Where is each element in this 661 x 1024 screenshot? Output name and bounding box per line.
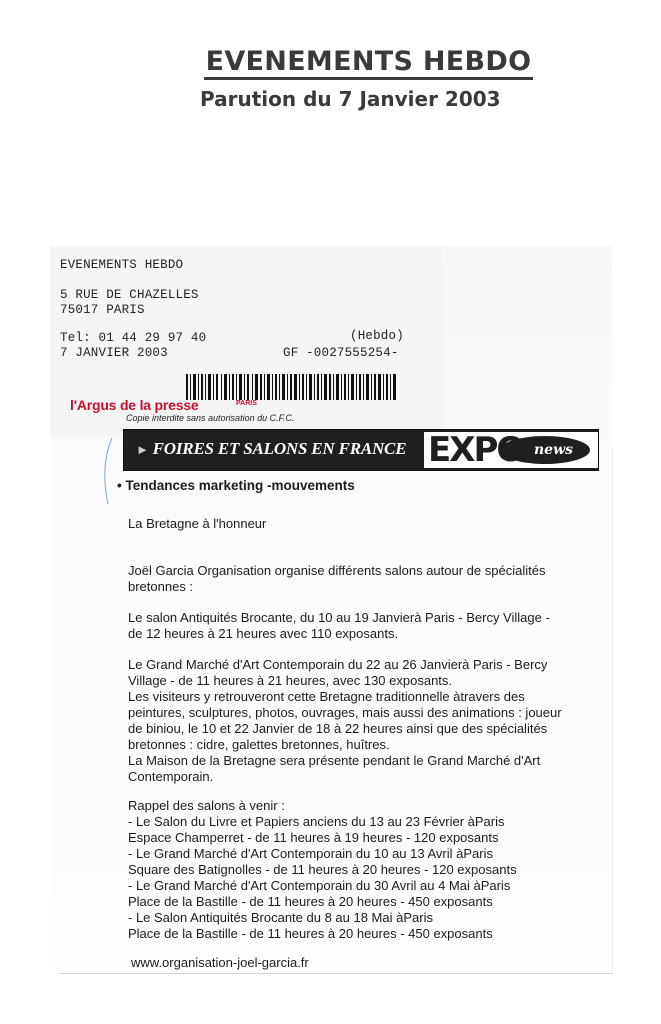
text-line: Square des Batignolles - de 11 heures à 20 heures - 120 exposants: [128, 862, 517, 877]
telephone: Tel: 01 44 29 97 40: [60, 331, 207, 345]
text-line: Village - de 11 heures à 21 heures, avec 130 exposants.: [128, 673, 453, 688]
document-title: EVENEMENTS HEBDO: [0, 46, 661, 77]
text-line: - Le Grand Marché d'Art Contemporain du 10 au 13 Avril àParis: [128, 846, 493, 861]
reference-number: GF -0027555254-: [283, 346, 399, 360]
barcode-icon: [186, 374, 398, 400]
clipping-bottom-edge: [60, 973, 612, 974]
text-line: Les visiteurs y retrouveront cette Bretagne traditionnelle àtravers des: [128, 689, 525, 704]
text-line: de 12 heures à 21 heures avec 110 exposants.: [128, 626, 399, 641]
text-line: bretonnes : cidre, galettes bretonnes, huîtres.: [128, 737, 390, 752]
document-subtitle: Parution du 7 Janvier 2003: [200, 87, 501, 111]
text-line: - Le Grand Marché d'Art Contemporain du 30 Avril au 4 Mai àParis: [128, 878, 511, 893]
article-rubric: • Tendances marketing -mouvements: [117, 478, 355, 493]
text-line: Contemporain.: [128, 769, 214, 784]
text-line: Le salon Antiquités Brocante, du 10 au 19 Janvierà Paris - Bercy Village -: [128, 610, 550, 625]
article-reminders: [128, 798, 608, 942]
clipping-right-edge: [612, 448, 613, 974]
article-headline: La Bretagne à l'honneur: [128, 516, 267, 531]
expo-logo-text: EXPO: [428, 430, 524, 470]
text-line: de biniou, le 10 et 22 Janvier de 18 à 22 heures ainsi que des spécialités: [128, 721, 548, 736]
text-line: Espace Champerret - de 11 heures à 19 heures - 120 exposants: [128, 830, 499, 845]
article-paragraph-1: [128, 610, 608, 642]
text-line: bretonnes :: [128, 579, 194, 594]
text-line: Place de la Bastille - de 11 heures à 20 heures - 450 exposants: [128, 926, 493, 941]
copyright-notice: Copie interdite sans autorisation du C.F.C.: [126, 413, 295, 423]
text-line: La Maison de la Bretagne sera présente pendant le Grand Marché d'Art: [128, 753, 541, 768]
periodicity: (Hebdo): [350, 329, 404, 343]
arrow-right-icon: ►: [136, 442, 149, 457]
text-line: Le Grand Marché d'Art Contemporain du 22 au 26 Janvierà Paris - Bercy: [128, 657, 548, 672]
text-line: - Le Salon Antiquités Brocante du 8 au 18 Mai àParis: [128, 910, 433, 925]
argus-logo: l'Argus de la presse: [70, 397, 199, 413]
address-line1: 5 RUE DE CHAZELLES: [60, 288, 199, 302]
section-banner: [123, 429, 599, 471]
expo-news-logo: [424, 432, 598, 468]
article-paragraph-2: [128, 657, 608, 785]
article-intro: [128, 563, 608, 595]
text-line: Place de la Bastille - de 11 heures à 20 heures - 450 exposants: [128, 894, 493, 909]
address-line2: 75017 PARIS: [60, 303, 145, 317]
scan-mark: [96, 436, 116, 506]
text-line: peintures, sculptures, photos, ouvrages, mais aussi des animations : joueur: [128, 705, 562, 720]
expo-logo-news: news: [534, 442, 574, 458]
argus-logo-city: PARIS: [236, 400, 257, 407]
text-line: Joël Garcia Organisation organise différents salons autour de spécialités: [128, 563, 546, 578]
banner-section-title: ► FOIRES ET SALONS EN FRANCE: [136, 439, 407, 458]
publication-date: 7 JANVIER 2003: [60, 346, 168, 360]
website-link[interactable]: www.organisation-joel-garcia.fr: [131, 955, 309, 970]
publication-name: EVENEMENTS HEBDO: [60, 258, 184, 272]
text-line: - Le Salon du Livre et Papiers anciens du 13 au 23 Février àParis: [128, 814, 505, 829]
text-line: Rappel des salons à venir :: [128, 798, 285, 813]
